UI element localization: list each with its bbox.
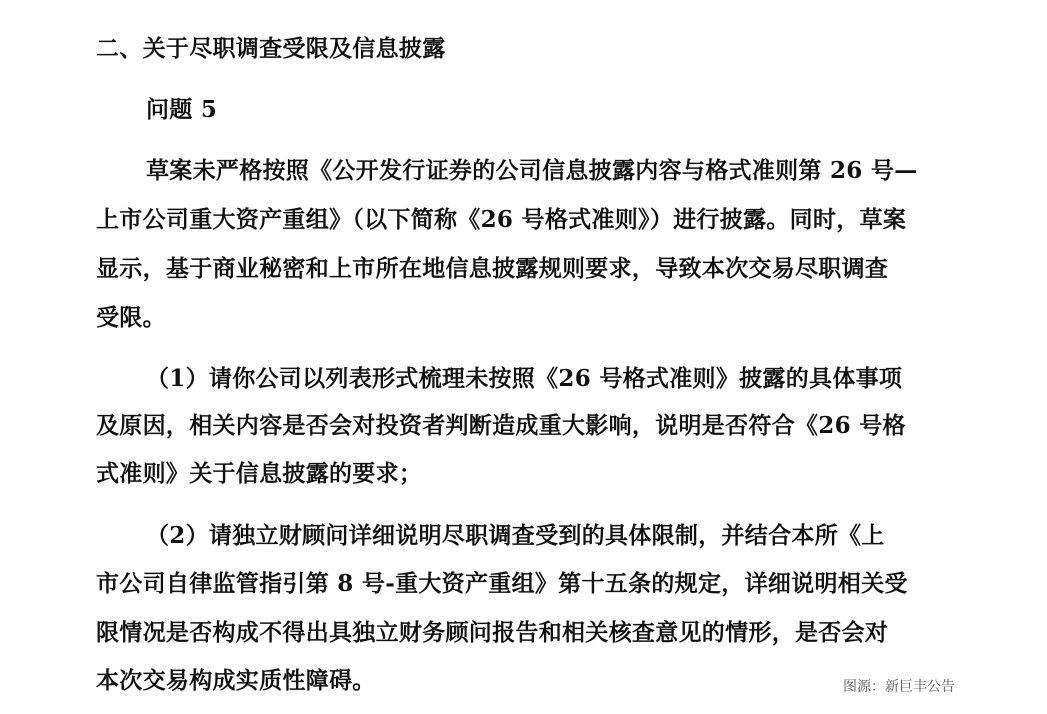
paragraph-line: （1）请你公司以列表形式梳理未按照《26 号格式准则》披露的具体事项 (146, 365, 903, 392)
paragraph-line: 式准则》关于信息披露的要求； (96, 460, 423, 487)
paragraph-line: （2）请独立财顾问详细说明尽职调查受到的具体限制，并结合本所《上 (146, 522, 885, 549)
paragraph-line: 市公司自律监管指引第 8 号-重大资产重组》第十五条的规定，详细说明相关受 (96, 570, 908, 597)
paragraph-line: 草案未严格按照《公开发行证券的公司信息披露内容与格式准则第 26 号— (146, 157, 918, 184)
image-source-caption: 图源：新巨丰公告 (843, 679, 955, 695)
paragraph-line: 上市公司重大资产重组》（以下简称《26 号格式准则》）进行披露。同时，草案 (96, 206, 907, 233)
section-heading: 二、关于尽职调查受限及信息披露 (96, 35, 446, 62)
question-title: 问题 5 (146, 96, 218, 123)
paragraph-line: 受限。 (96, 304, 166, 331)
paragraph-line: 及原因，相关内容是否会对投资者判断造成重大影响，说明是否符合《26 号格 (96, 412, 906, 439)
paragraph-line: 本次交易构成实质性障碍。 (96, 667, 376, 694)
paragraph-line: 限情况是否构成不得出具独立财务顾问报告和相关核查意见的情形，是否会对 (96, 619, 889, 646)
paragraph-line: 显示，基于商业秘密和上市所在地信息披露规则要求，导致本次交易尽职调查 (96, 255, 889, 282)
